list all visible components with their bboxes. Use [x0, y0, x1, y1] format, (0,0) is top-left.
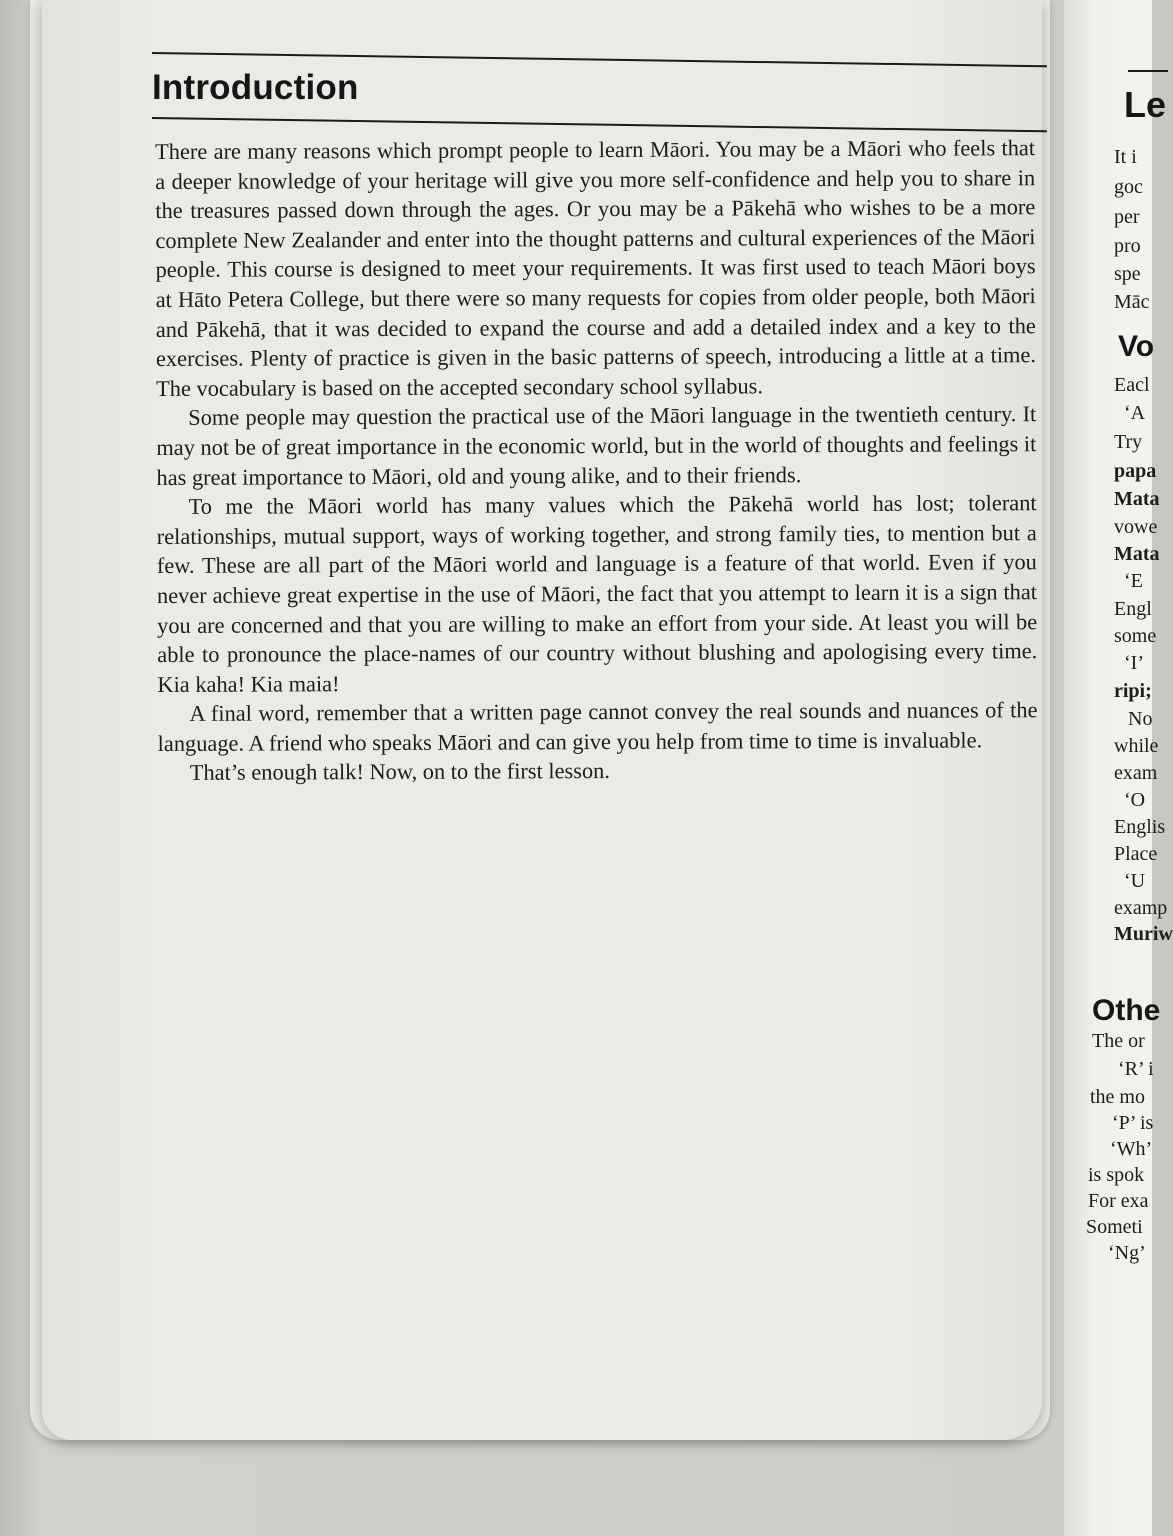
right-line: ‘Wh’: [1110, 1138, 1153, 1160]
page-title: Introduction: [152, 68, 359, 107]
right-page-title: Le: [1124, 84, 1167, 125]
right-line: It i: [1114, 146, 1137, 168]
right-line: Someti: [1086, 1216, 1143, 1238]
right-line: The or: [1092, 1030, 1145, 1052]
right-line: the mo: [1090, 1086, 1145, 1108]
right-line: goc: [1114, 176, 1143, 198]
right-line: Englis: [1114, 816, 1166, 838]
right-line: spe: [1114, 263, 1141, 285]
right-line: Māc: [1114, 291, 1150, 313]
right-line: Muriw: [1114, 923, 1173, 945]
right-line: some: [1114, 625, 1157, 647]
paragraph-5: That’s enough talk! Now, on to the first lesson.: [189, 758, 611, 786]
right-line: For exa: [1088, 1190, 1149, 1212]
right-section-heading: Othe: [1092, 994, 1161, 1027]
paragraph-2: Some people may question the practical use of the Māori language in the twentieth century. It may not be of great importance in the economic world, but in the world of thoughts and feelings it has great importance to Māori, old and young alike, and to their friends.: [156, 401, 1037, 490]
paragraph-4: A final word, remember that a written page cannot convey the real sounds and nuances of the language. A friend who speaks Māori and can give you help from time to time is invaluable.: [157, 697, 1038, 756]
heading-bottom-rule: [152, 117, 1047, 132]
book-page-left: [42, 0, 1042, 1440]
right-line: Eacl: [1114, 374, 1150, 396]
right-line: ‘R’ i: [1118, 1058, 1154, 1080]
right-line: Place: [1114, 843, 1158, 865]
right-line: ‘Ng’: [1108, 1242, 1146, 1264]
right-line: ‘U: [1124, 870, 1146, 892]
right-line: ‘I’: [1124, 652, 1144, 674]
paragraph-1: There are many reasons which prompt people to learn Māori. You may be a Māori who feels that a deeper knowledge of your heritage will give you more self-confidence and help you to share in the treasures passed down through the ages. Or you may be a Pākehā who wishes to be a more complete New Zealander and enter into the thought patterns and cultural experiences of the Māori people. This course is designed to meet your requirements. It was first used to teach Māori boys at Hāto Petera College, but there were so many requests for copies from older people, both Māori and Pākehā, that it was decided to expand the course and add a detailed index and a key to the exercises. Plenty of practice is given in the basic patterns of speech, introducing a little at a time. The vocabulary is based on the accepted secondary school syllabus.: [155, 135, 1037, 401]
book-page-right: [1064, 0, 1173, 1536]
right-line: papa: [1114, 460, 1157, 482]
right-line: Try: [1114, 431, 1143, 453]
right-line: Engl: [1114, 598, 1152, 620]
right-section-heading: Vo: [1118, 330, 1155, 363]
right-line: examp: [1114, 897, 1168, 919]
heading-top-rule: [152, 52, 1047, 67]
introduction-body: [155, 133, 1038, 788]
right-line: Mata: [1114, 543, 1160, 565]
right-line: is spok: [1088, 1164, 1145, 1186]
right-line: ‘A: [1124, 402, 1146, 424]
right-line: pro: [1114, 235, 1141, 257]
right-line: per: [1114, 206, 1140, 228]
right-heading-rule: [1128, 70, 1168, 72]
right-line: ‘E: [1124, 570, 1143, 592]
right-line: exam: [1114, 762, 1158, 784]
right-line: ‘O: [1124, 789, 1146, 811]
paragraph-3: To me the Māori world has many values which the Pākehā world has lost; tolerant relationships, mutual support, ways of working together, and strong family ties, to mention but a few. These are all part of the Māori world and language is a feature of that world. Even if you never achieve great expertise in the use of Māori, the fact that you attempt to learn it is a sign that you are concerned and that you are willing to make an effort from your side. At least you will be able to pronounce the place-names of our country without blushing and apologising every time. Kia kaha! Kia maia!: [156, 490, 1038, 697]
right-line: ‘P’ is: [1112, 1112, 1154, 1134]
right-line: Mata: [1114, 488, 1160, 510]
right-line: No: [1128, 708, 1153, 730]
right-line: ripi;: [1114, 680, 1152, 702]
right-line: vowe: [1114, 516, 1158, 538]
right-line: while: [1114, 735, 1159, 757]
